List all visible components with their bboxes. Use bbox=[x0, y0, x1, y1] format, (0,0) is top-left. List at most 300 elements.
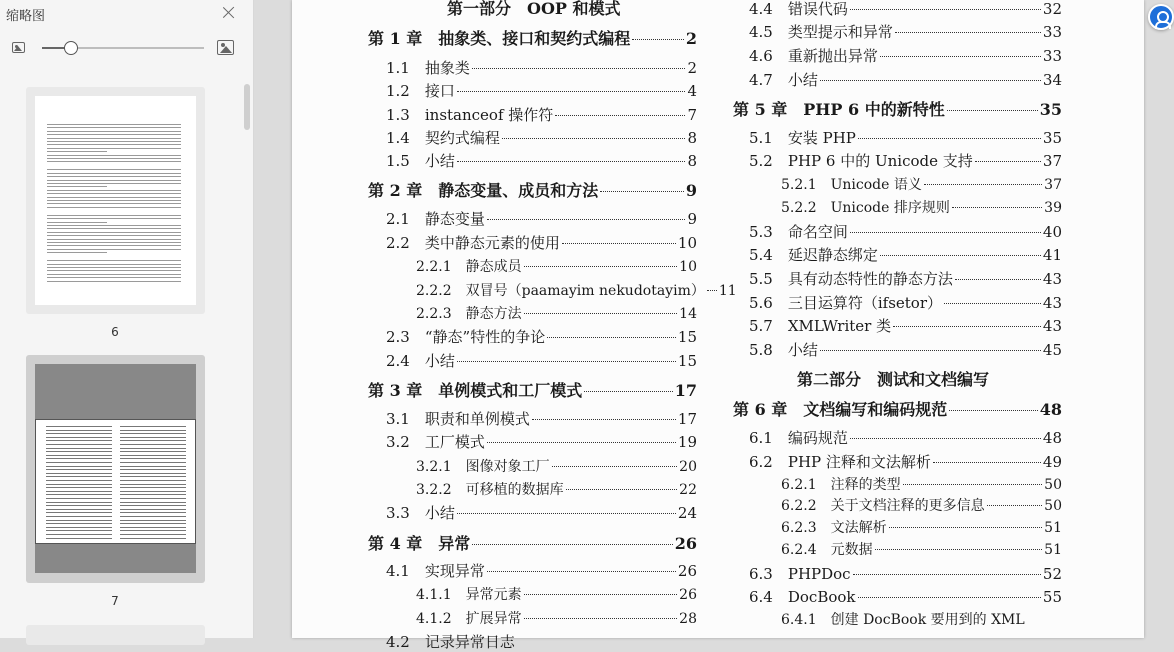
thumbnail-text-line bbox=[46, 448, 112, 449]
close-icon[interactable] bbox=[220, 4, 238, 22]
toc-leader bbox=[487, 219, 686, 220]
thumbnail-text-line bbox=[47, 242, 181, 243]
toc-leader bbox=[487, 571, 676, 572]
toc-page-number: 11 bbox=[718, 283, 737, 299]
toc-entry[interactable] bbox=[386, 80, 697, 101]
toc-page-number: 26 bbox=[679, 587, 697, 603]
thumbnail-text-line bbox=[47, 225, 181, 226]
toc-label: 3.2 工厂模式 bbox=[386, 433, 485, 451]
toc-page-number: 51 bbox=[1044, 542, 1062, 558]
thumbnail-text-line bbox=[46, 466, 112, 467]
toc-entry[interactable] bbox=[749, 427, 1062, 448]
toc-label: 5.6 三目运算符（ifsetor） bbox=[749, 294, 943, 312]
thumbnail-text-line bbox=[120, 433, 186, 434]
toc-page-number: 37 bbox=[1044, 177, 1062, 193]
toc-entry[interactable] bbox=[386, 150, 697, 171]
toc-page-number: 8 bbox=[687, 152, 697, 170]
toc-page-number: 28 bbox=[679, 611, 697, 627]
thumbnail-text-line bbox=[47, 183, 181, 184]
thumbnail-text-line bbox=[47, 161, 181, 162]
thumbnail-text-line bbox=[47, 124, 181, 125]
toc-leader bbox=[566, 489, 678, 490]
thumbnail-text-line bbox=[46, 476, 112, 477]
toc-leader bbox=[858, 597, 1041, 598]
toc-entry[interactable] bbox=[416, 584, 697, 604]
toc-label: 5.7 XMLWriter 类 bbox=[749, 317, 892, 335]
thumbnail-text-line bbox=[47, 270, 181, 271]
thumbnail-text-line bbox=[46, 520, 112, 521]
toc-entry[interactable] bbox=[781, 495, 1062, 515]
zoom-slider-handle[interactable] bbox=[64, 41, 78, 55]
toc-page-number: 43 bbox=[1042, 294, 1062, 312]
toc-label: 3.1 职责和单例模式 bbox=[386, 410, 530, 428]
toc-label: 4.5 类型提示和异常 bbox=[749, 23, 893, 41]
toc-leader bbox=[952, 207, 1042, 208]
toc-entry[interactable] bbox=[749, 0, 1062, 19]
toc-entry[interactable] bbox=[386, 502, 697, 523]
toc-entry[interactable] bbox=[386, 431, 697, 452]
thumbnail-text-line bbox=[47, 274, 181, 275]
toc-label: 4.4 错误代码 bbox=[749, 0, 848, 18]
toc-page-number: 10 bbox=[679, 259, 697, 275]
thumbnail-text-line bbox=[47, 173, 181, 174]
thumbnail-text-line bbox=[47, 144, 181, 145]
toc-leader bbox=[524, 594, 678, 595]
toc-label: 6.2.1 注释的类型 bbox=[781, 477, 901, 493]
thumbnail-text-line bbox=[46, 512, 112, 513]
thumbnail-text-line bbox=[47, 190, 181, 191]
user-icon[interactable] bbox=[1148, 4, 1174, 30]
thumbnail-text-line bbox=[46, 440, 112, 441]
toc-label: 1.3 instanceof 操作符 bbox=[386, 106, 554, 124]
toc-entry[interactable] bbox=[781, 174, 1062, 194]
thumbnail-text-line bbox=[120, 527, 186, 528]
toc-entry[interactable] bbox=[781, 539, 1062, 559]
toc-label: 6.4.1 创建 DocBook 要用到的 XML bbox=[781, 612, 1025, 628]
toc-leader bbox=[457, 161, 686, 162]
toc-label: 2.3 “静态”特性的争论 bbox=[386, 328, 546, 346]
thumbnail-page-7[interactable] bbox=[26, 355, 205, 583]
thumbnail-text-line bbox=[46, 480, 112, 481]
toc-page-number: 8 bbox=[687, 129, 697, 147]
toc-leader bbox=[880, 56, 1041, 57]
toc-label: 6.2.3 文法解析 bbox=[781, 520, 887, 536]
thumbnail-text-line bbox=[47, 134, 181, 135]
thumbnail-text-line bbox=[120, 491, 186, 492]
toc-page-number: 10 bbox=[677, 234, 697, 252]
thumbnail-text-line bbox=[120, 448, 186, 449]
toc-label: 4.1.2 扩展异常 bbox=[416, 611, 522, 627]
toc-chapter[interactable] bbox=[733, 97, 1062, 120]
thumbnail-text-line bbox=[47, 148, 181, 149]
thumbnail-text-line bbox=[120, 458, 186, 459]
toc-leader bbox=[949, 410, 1037, 411]
toc-label: 4.2 记录异常日志 bbox=[386, 633, 515, 651]
toc-page-number: 2 bbox=[687, 59, 697, 77]
toc-entry[interactable] bbox=[386, 326, 697, 347]
toc-entry[interactable] bbox=[749, 563, 1062, 584]
thumbnail-text-line bbox=[46, 538, 112, 539]
toc-entry[interactable] bbox=[416, 456, 697, 476]
toc-chapter[interactable] bbox=[368, 378, 697, 401]
document-page bbox=[292, 0, 1144, 651]
thumbnail-text-line bbox=[47, 158, 181, 159]
toc-page-number: 17 bbox=[677, 410, 697, 428]
thumbnail-text-line bbox=[47, 203, 181, 204]
thumbnail-text-line bbox=[46, 534, 112, 535]
toc-page-number: 37 bbox=[1042, 152, 1062, 170]
toc-entry[interactable] bbox=[386, 350, 697, 371]
thumbnail-text-line bbox=[46, 487, 112, 488]
thumbnail-text-line bbox=[47, 180, 181, 181]
thumbnail-text-line bbox=[120, 440, 186, 441]
thumbnail-text-line bbox=[46, 426, 112, 427]
thumbnail-text-line bbox=[47, 141, 181, 142]
toc-entry[interactable] bbox=[749, 45, 1062, 66]
thumbnail-text-line bbox=[46, 455, 112, 456]
toc-entry[interactable] bbox=[386, 408, 697, 429]
toc-page-number: 48 bbox=[1039, 400, 1062, 419]
toc-leader bbox=[955, 279, 1041, 280]
thumbnail-text-line bbox=[120, 502, 186, 503]
toc-chapter[interactable] bbox=[368, 531, 697, 554]
toc-label: 6.2.2 关于文档注释的更多信息 bbox=[781, 498, 985, 514]
thumbnail-text-line bbox=[120, 505, 186, 506]
toc-page-number: 4 bbox=[687, 82, 697, 100]
toc-page-number: 50 bbox=[1044, 498, 1062, 514]
toc-label: 2.4 小结 bbox=[386, 352, 455, 370]
toc-leader bbox=[487, 442, 676, 443]
toc-leader bbox=[880, 255, 1041, 256]
toc-page-number: 45 bbox=[1042, 341, 1062, 359]
thumbnail-text-line bbox=[47, 186, 107, 187]
toc-entry[interactable] bbox=[386, 560, 697, 581]
thumbnail-text-line bbox=[46, 444, 112, 445]
toc-entry[interactable] bbox=[416, 280, 737, 300]
thumbnail-text-line bbox=[47, 131, 181, 132]
toc-entry[interactable] bbox=[781, 474, 1062, 494]
toc-label: 6.1 编码规范 bbox=[749, 429, 848, 447]
toc-leader bbox=[850, 9, 1041, 10]
toc-label: 1.5 小结 bbox=[386, 152, 455, 170]
thumbnail-text-line bbox=[46, 484, 112, 485]
thumbnail-text-line bbox=[47, 228, 181, 229]
toc-entry[interactable] bbox=[416, 256, 697, 276]
toc-page-number: 19 bbox=[677, 433, 697, 451]
toc-leader bbox=[875, 549, 1043, 550]
toc-label: 第 6 章 文档编写和编码规范 bbox=[733, 400, 948, 419]
part-title: 第一部分 OOP 和模式 bbox=[447, 0, 621, 18]
toc-leader bbox=[524, 313, 678, 314]
thumbnail-text-line bbox=[120, 494, 186, 495]
toc-leader bbox=[502, 138, 686, 139]
toc-entry[interactable] bbox=[386, 631, 697, 652]
thumbnail-text-line bbox=[120, 520, 186, 521]
toc-leader bbox=[893, 326, 1041, 327]
toc-chapter[interactable] bbox=[368, 26, 697, 49]
image-large-icon[interactable] bbox=[217, 40, 234, 55]
thumbnail-text-line bbox=[46, 437, 112, 438]
toc-label: 6.4 DocBook bbox=[749, 588, 856, 606]
thumbnail-text-line bbox=[120, 466, 186, 467]
thumbnail-text-line bbox=[120, 451, 186, 452]
thumbnail-text-line bbox=[120, 530, 186, 531]
toc-entry[interactable] bbox=[386, 232, 697, 253]
toc-label: 1.4 契约式编程 bbox=[386, 129, 500, 147]
thumbnail-text-line bbox=[120, 480, 186, 481]
toc-leader bbox=[472, 68, 686, 69]
toc-entry[interactable] bbox=[386, 104, 697, 125]
toc-label: 第 1 章 抽象类、接口和契约式编程 bbox=[368, 29, 631, 48]
thumbnail-text-line bbox=[47, 252, 107, 253]
toc-leader bbox=[944, 303, 1041, 304]
thumbnail-text-line bbox=[46, 502, 112, 503]
sidebar-title: 缩略图 bbox=[6, 9, 46, 24]
thumbnail-text-line bbox=[47, 169, 181, 170]
toc-entry[interactable] bbox=[386, 208, 697, 229]
toc-page-number: 49 bbox=[1042, 453, 1062, 471]
toc-page-number: 22 bbox=[679, 482, 697, 498]
thumbnail-text-line bbox=[120, 487, 186, 488]
toc-page-number: 35 bbox=[1039, 100, 1062, 119]
toc-label: 6.2 PHP 注释和文法解析 bbox=[749, 453, 931, 471]
toc-page-number: 43 bbox=[1042, 270, 1062, 288]
toc-entry[interactable] bbox=[781, 609, 1062, 629]
toc-page-number: 15 bbox=[677, 328, 697, 346]
toc-page-number: 26 bbox=[674, 534, 697, 553]
toc-entry[interactable] bbox=[749, 150, 1062, 171]
toc-label: 1.2 接口 bbox=[386, 82, 455, 100]
thumbnail-text-line bbox=[46, 473, 112, 474]
thumbnail-text-line bbox=[46, 433, 112, 434]
toc-label: 4.7 小结 bbox=[749, 71, 818, 89]
thumbnail-text-line bbox=[120, 462, 186, 463]
toc-leader bbox=[532, 419, 676, 420]
toc-label: 2.2.1 静态成员 bbox=[416, 259, 522, 275]
document-viewer[interactable] bbox=[254, 0, 1172, 651]
thumbnail-text-line bbox=[120, 469, 186, 470]
toc-leader bbox=[457, 361, 676, 362]
thumbnail-sidebar bbox=[0, 0, 254, 638]
toc-entry[interactable] bbox=[749, 586, 1062, 607]
toc-label: 4.6 重新抛出异常 bbox=[749, 47, 878, 65]
toc-leader bbox=[555, 115, 685, 116]
thumbnail-text-line bbox=[47, 193, 181, 194]
toc-page-number: 24 bbox=[677, 504, 697, 522]
toc-label: 第 5 章 PHP 6 中的新特性 bbox=[733, 100, 945, 119]
part-title: 第二部分 测试和文档编写 bbox=[797, 370, 990, 389]
toc-page-number: 35 bbox=[1042, 129, 1062, 147]
thumbnail-text-line bbox=[47, 222, 107, 223]
toc-page-number: 26 bbox=[677, 562, 697, 580]
toc-leader bbox=[924, 184, 1042, 185]
thumbnail-text-line bbox=[120, 484, 186, 485]
toc-page-number: 9 bbox=[685, 181, 697, 200]
toc-entry[interactable] bbox=[749, 221, 1062, 242]
thumbnail-text-line bbox=[120, 512, 186, 513]
thumbnail-text-line bbox=[47, 218, 181, 219]
toc-page-number: 32 bbox=[1042, 0, 1062, 18]
toc-chapter[interactable] bbox=[733, 397, 1062, 420]
toc-entry[interactable] bbox=[386, 57, 697, 78]
thumbnail-page-number: 6 bbox=[111, 325, 119, 339]
thumbnail-text-line bbox=[47, 127, 181, 128]
thumbnail-text-line bbox=[46, 430, 112, 431]
toc-label: 5.2.1 Unicode 语义 bbox=[781, 177, 922, 193]
thumbnail-image bbox=[35, 96, 196, 305]
thumbnail-text-line bbox=[120, 516, 186, 517]
thumbnail-text-line bbox=[47, 176, 181, 177]
toc-leader bbox=[584, 391, 672, 392]
toc-entry[interactable] bbox=[781, 197, 1062, 217]
toc-entry[interactable] bbox=[416, 608, 697, 628]
thumbnail-text-line bbox=[46, 530, 112, 531]
toc-label: 5.8 小结 bbox=[749, 341, 818, 359]
toc-label: 3.2.1 图像对象工厂 bbox=[416, 459, 550, 475]
thumbnail-text-line bbox=[47, 151, 107, 152]
thumbnail-text-line bbox=[46, 451, 112, 452]
thumbnail-text-line bbox=[46, 462, 112, 463]
toc-entry[interactable] bbox=[749, 451, 1062, 472]
toc-label: 1.1 抽象类 bbox=[386, 59, 470, 77]
toc-entry[interactable] bbox=[386, 127, 697, 148]
toc-page-number: 48 bbox=[1042, 429, 1062, 447]
toc-label: 3.3 小结 bbox=[386, 504, 455, 522]
toc-page-number: 33 bbox=[1042, 23, 1062, 41]
thumbnail-text-line bbox=[47, 281, 181, 282]
toc-leader bbox=[820, 350, 1041, 351]
toc-label: 2.1 静态变量 bbox=[386, 210, 485, 228]
toc-page-number: 7 bbox=[687, 106, 697, 124]
toc-leader bbox=[987, 505, 1043, 506]
toc-page-number: 34 bbox=[1042, 71, 1062, 89]
toc-entry[interactable] bbox=[749, 339, 1062, 360]
thumbnail-text-line bbox=[120, 473, 186, 474]
toc-leader bbox=[524, 266, 678, 267]
toc-label: 5.3 命名空间 bbox=[749, 223, 848, 241]
thumbnail-text-line bbox=[47, 264, 181, 265]
toc-leader bbox=[562, 243, 676, 244]
thumbnail-text-line bbox=[47, 277, 181, 278]
thumbnail-text-line bbox=[46, 469, 112, 470]
toc-entry[interactable] bbox=[749, 268, 1062, 289]
toc-leader bbox=[820, 80, 1041, 81]
thumbnail-text-line bbox=[47, 200, 181, 201]
thumbnail-text-line bbox=[46, 509, 112, 510]
toc-label: 第 2 章 静态变量、成员和方法 bbox=[368, 181, 599, 200]
toc-label: 5.4 延迟静态绑定 bbox=[749, 246, 878, 264]
toc-label: 3.2.2 可移植的数据库 bbox=[416, 482, 564, 498]
sidebar-scrollbar[interactable] bbox=[244, 84, 250, 130]
toc-entry[interactable] bbox=[749, 69, 1062, 90]
sidebar-header bbox=[0, 0, 254, 28]
toc-leader bbox=[850, 232, 1041, 233]
toc-page-number: 2 bbox=[685, 29, 697, 48]
thumbnail-text-line bbox=[120, 523, 186, 524]
thumbnail-text-line bbox=[46, 527, 112, 528]
thumbnail-text-line bbox=[47, 197, 181, 198]
thumbnail-page-6[interactable] bbox=[26, 87, 205, 314]
toc-entry[interactable] bbox=[416, 479, 697, 499]
toc-chapter[interactable] bbox=[368, 178, 697, 201]
toc-label: 2.2.2 双冒号（paamayim nekudotayim） bbox=[416, 283, 705, 299]
thumbnail-text-line bbox=[120, 444, 186, 445]
toc-leader bbox=[850, 438, 1041, 439]
thumbnail-text-line bbox=[120, 534, 186, 535]
toc-label: 第 3 章 单例模式和工厂模式 bbox=[368, 381, 583, 400]
thumbnail-text-line bbox=[47, 260, 181, 261]
toc-entry[interactable] bbox=[416, 303, 697, 323]
toc-page-number: 9 bbox=[687, 210, 697, 228]
thumbnail-text-line bbox=[120, 430, 186, 431]
toc-leader bbox=[975, 161, 1041, 162]
thumbnail-text-line bbox=[120, 437, 186, 438]
toc-leader bbox=[707, 290, 717, 291]
toc-label: 2.2 类中静态元素的使用 bbox=[386, 234, 560, 252]
toc-entry[interactable] bbox=[749, 127, 1062, 148]
thumbnail-text-line bbox=[47, 207, 181, 208]
thumbnail-text-line bbox=[46, 491, 112, 492]
thumbnail-page-number: 7 bbox=[111, 594, 119, 608]
toc-page-number: 33 bbox=[1042, 47, 1062, 65]
toc-page-number: 43 bbox=[1042, 317, 1062, 335]
toc-leader bbox=[895, 32, 1041, 33]
toc-leader bbox=[524, 618, 678, 619]
toc-label: 5.2.2 Unicode 排序规则 bbox=[781, 200, 950, 216]
toc-leader bbox=[552, 466, 678, 467]
thumbnail-text-line bbox=[120, 538, 186, 539]
thumbnail-image bbox=[35, 364, 196, 573]
thumbnail-text-line bbox=[47, 267, 181, 268]
thumbnail-text-line bbox=[47, 235, 181, 236]
toc-label: 5.1 安装 PHP bbox=[749, 129, 856, 147]
toc-entry[interactable] bbox=[781, 517, 1062, 537]
toc-leader bbox=[600, 191, 684, 192]
toc-label: 第 4 章 异常 bbox=[368, 534, 471, 553]
thumbnail-text-line bbox=[46, 498, 112, 499]
toc-page-number: 39 bbox=[1044, 200, 1062, 216]
toc-entry[interactable] bbox=[749, 21, 1062, 42]
thumbnail-text-line bbox=[120, 476, 186, 477]
toc-page-number: 20 bbox=[679, 459, 697, 475]
thumbnail-text-line bbox=[120, 455, 186, 456]
thumbnail-text-line bbox=[120, 509, 186, 510]
toc-label: 6.3 PHPDoc bbox=[749, 565, 851, 583]
toc-leader bbox=[632, 39, 684, 40]
toc-page-number: 15 bbox=[677, 352, 697, 370]
toc-entry[interactable] bbox=[749, 244, 1062, 265]
thumbnail-text-line bbox=[120, 498, 186, 499]
toc-page-number: 51 bbox=[1044, 520, 1062, 536]
toc-entry[interactable] bbox=[749, 315, 1062, 336]
toc-leader bbox=[457, 91, 686, 92]
thumbnail-text-line bbox=[47, 239, 181, 240]
toc-label: 4.1 实现异常 bbox=[386, 562, 485, 580]
toc-page-number: 52 bbox=[1042, 565, 1062, 583]
toc-leader bbox=[933, 462, 1041, 463]
toc-leader bbox=[889, 527, 1043, 528]
thumbnail-text-line bbox=[46, 505, 112, 506]
thumbnail-page-8[interactable] bbox=[26, 625, 205, 645]
toc-leader bbox=[457, 513, 676, 514]
toc-entry[interactable] bbox=[749, 292, 1062, 313]
toc-leader bbox=[853, 574, 1041, 575]
image-small-icon[interactable] bbox=[12, 42, 25, 53]
thumbnail-text-line bbox=[46, 494, 112, 495]
toc-page-number: 50 bbox=[1044, 477, 1062, 493]
toc-label: 5.2 PHP 6 中的 Unicode 支持 bbox=[749, 152, 973, 170]
thumbnail-text-line bbox=[46, 516, 112, 517]
